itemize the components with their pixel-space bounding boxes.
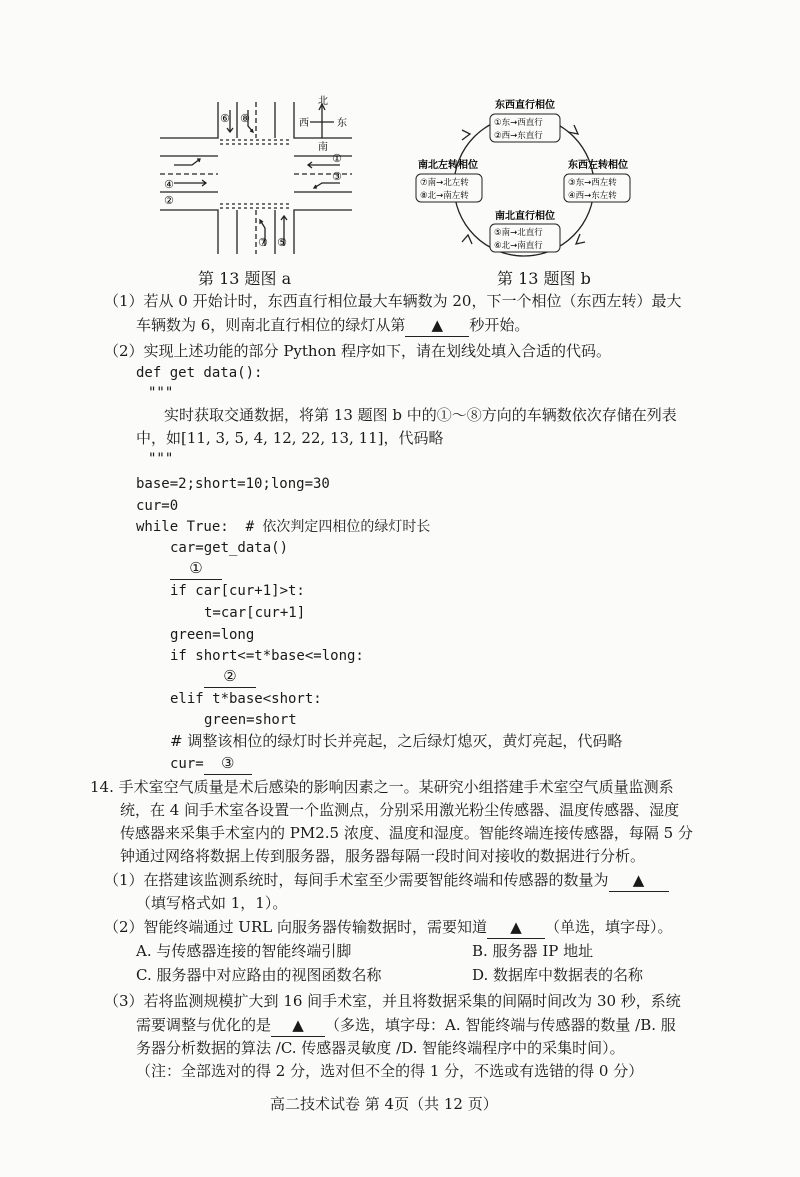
phase-line: ④西→东左转 xyxy=(568,191,617,201)
code-docstring-close: """ xyxy=(148,451,174,467)
lane-label-3: ③ xyxy=(332,170,342,183)
lane-label-1: ① xyxy=(332,152,342,165)
code-while: while True: # 依次判定四相位的绿灯时长 xyxy=(136,519,431,535)
q14-part3-line1: （3）若将监测规模扩大到 16 间手术室，并且将数据采集的间隔时间改为 30 秒，系统 xyxy=(104,992,681,1010)
figure-a-intersection-diagram xyxy=(150,92,360,264)
q14-part1-format: （填写格式如 1，1）。 xyxy=(136,894,288,912)
phase-line: ②西→东直行 xyxy=(494,131,543,141)
docstring-line2: 中，如[11, 3, 5, 4, 12, 22, 13, 11]，代码略 xyxy=(136,429,444,447)
option-b: B. 服务器 IP 地址 xyxy=(472,942,594,960)
option-a: A. 与传感器连接的智能终端引脚 xyxy=(136,942,352,960)
phase-title-ew-straight: 东西直行相位 xyxy=(495,100,555,111)
option-d: D. 数据库中数据表的名称 xyxy=(472,966,644,984)
code-elif: elif t*base<short: xyxy=(170,691,322,707)
figure-b-phase-cycle-diagram xyxy=(410,94,640,264)
phase-title-ns-left: 南北左转相位 xyxy=(418,160,478,171)
q14-part3-line3: 务器分析数据的算法 /C. 传感器灵敏度 /D. 智能终端程序中的采集时间）。 xyxy=(136,1039,625,1057)
phase-line: ①东→西直行 xyxy=(494,118,543,128)
code-docstring-open: """ xyxy=(148,385,174,401)
lane-label-7: ⑦ xyxy=(258,236,268,249)
code-cur-update: cur= ③ xyxy=(170,753,252,775)
compass-west: 西 xyxy=(299,118,309,129)
code-green-long: green=long xyxy=(170,627,255,643)
figure-a-caption: 第 13 题图 a xyxy=(198,269,292,288)
q14-part2: （2）智能终端通过 URL 向服务器传输数据时，需要知道 ▲ （单选，填字母）。 xyxy=(104,917,673,939)
phase-line: ⑦南→北左转 xyxy=(420,178,469,188)
code-car: car=get_data() xyxy=(170,540,289,556)
q14-note: （注：全部选对的得 2 分，选对但不全的得 1 分，不选或有选错的得 0 分） xyxy=(136,1062,644,1080)
phase-line: ③东→西左转 xyxy=(568,178,617,188)
code-base: base=2;short=10;long=30 xyxy=(136,476,330,492)
code-blank-2[interactable]: ② xyxy=(204,666,256,688)
code-assign-t: t=car[cur+1] xyxy=(204,605,306,621)
q14-part1: （1）在搭建该监测系统时，每间手术室至少需要智能终端和传感器的数量为 ▲ xyxy=(104,870,669,892)
lane-label-2: ② xyxy=(164,194,174,207)
code-if-short: if short<=t*base<=long: xyxy=(170,648,364,664)
q14-stem-line2: 统，在 4 间手术室各设置一个监测点，分别采用激光粉尘传感器、温度传感器、湿度 xyxy=(120,801,680,819)
q14-stem-line3: 传感器来采集手术室内的 PM2.5 浓度、温度和湿度。智能终端连接传感器，每隔 5 分 xyxy=(120,824,693,842)
code-cur-init: cur=0 xyxy=(136,498,179,514)
q13-part2-line: （2）实现上述功能的部分 Python 程序如下，请在划线处填入合适的代码。 xyxy=(104,342,612,360)
q14-part3-line2: 需要调整与优化的是 ▲ （多选，填字母：A. 智能终端与传感器的数量 /B. 服 xyxy=(136,1015,676,1037)
phase-line: ⑥北→南直行 xyxy=(494,241,543,251)
lane-label-4: ④ xyxy=(164,178,174,191)
code-def: def get data(): xyxy=(136,365,263,381)
answer-blank[interactable]: ▲ xyxy=(487,917,545,939)
answer-blank[interactable]: ▲ xyxy=(609,870,669,892)
compass-north: 北 xyxy=(318,96,328,107)
page-footer: 高二技术试卷 第 4页（共 12 页） xyxy=(270,1095,498,1113)
q13-part1-line1: （1）若从 0 开始计时，东西直行相位最大车辆数为 20，下一个相位（东西左转）最大 xyxy=(104,292,682,310)
code-blank-3[interactable]: ③ xyxy=(204,753,252,775)
code-comment: # 调整该相位的绿灯时长并亮起，之后绿灯熄灭，黄灯亮起，代码略 xyxy=(170,732,623,750)
answer-blank[interactable]: ▲ xyxy=(271,1015,325,1037)
code-if: if car[cur+1]>t: xyxy=(170,583,305,599)
compass-south: 南 xyxy=(318,142,328,153)
option-c: C. 服务器中对应路由的视图函数名称 xyxy=(136,966,382,984)
phase-line: ⑤南→北直行 xyxy=(494,228,543,238)
code-green-short: green=short xyxy=(204,712,297,728)
docstring-line1: 实时获取交通数据，将第 13 题图 b 中的①～⑧方向的车辆数依次存储在列表 xyxy=(164,406,677,424)
figure-b-caption: 第 13 题图 b xyxy=(497,269,591,288)
q13-part1-line2: 车辆数为 6，则南北直行相位的绿灯从第 ▲ 秒开始。 xyxy=(136,315,529,337)
cycle-arrow-4 xyxy=(462,130,470,140)
lane-label-5: ⑤ xyxy=(277,236,287,249)
lane-label-6: ⑥ xyxy=(220,112,230,125)
q14-stem-line1: 14. 手术室空气质量是术后感染的影响因素之一。某研究小组搭建手术室空气质量监测系 xyxy=(90,778,674,796)
lane-label-8: ⑧ xyxy=(240,112,250,125)
q14-stem-line4: 钟通过网络将数据上传到服务器，服务器每隔一段时间对接收的数据进行分析。 xyxy=(120,847,646,865)
phase-title-ns-straight: 南北直行相位 xyxy=(495,211,555,222)
cycle-arrow-1 xyxy=(568,125,578,134)
phase-line: ⑧北→南左转 xyxy=(420,191,469,201)
code-blank-1[interactable]: ① xyxy=(170,558,222,580)
cycle-arrow-3 xyxy=(462,235,472,244)
phase-title-ew-left: 东西左转相位 xyxy=(568,160,628,171)
answer-blank[interactable]: ▲ xyxy=(405,315,469,337)
compass-east: 东 xyxy=(337,118,347,129)
cycle-arrow-2 xyxy=(576,234,585,244)
